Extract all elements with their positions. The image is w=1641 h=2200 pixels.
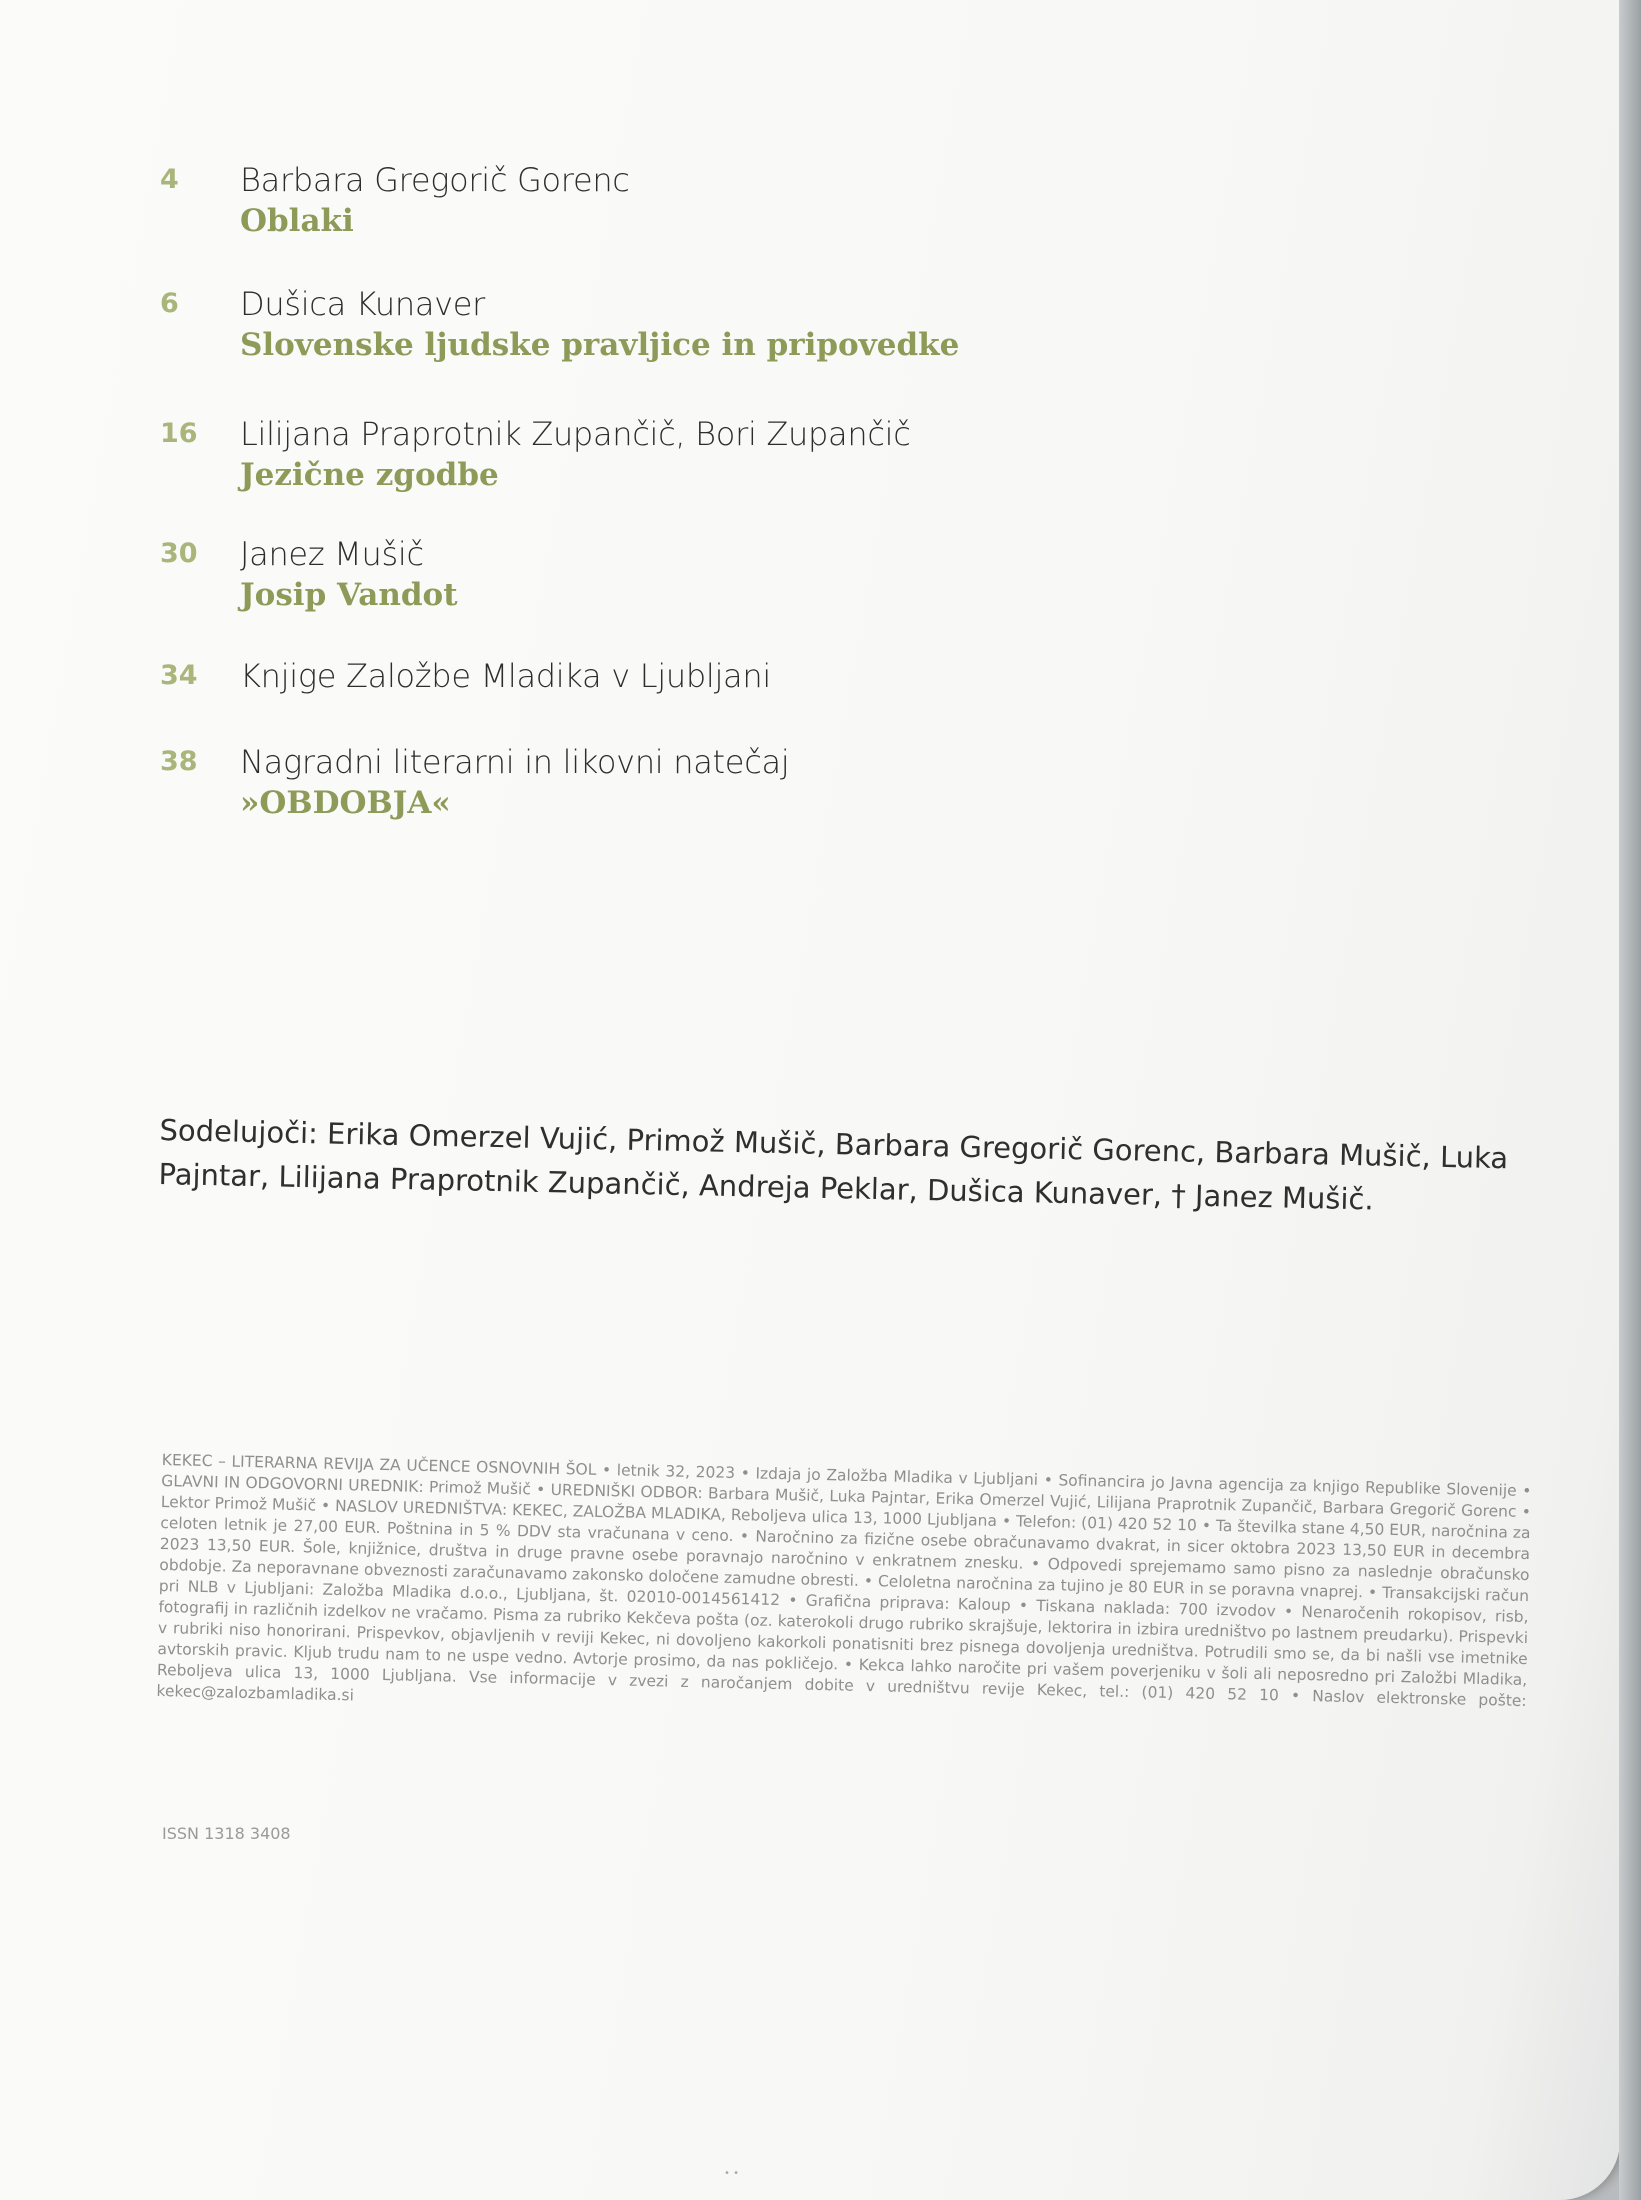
toc-author: Barbara Gregorič Gorenc [240,161,630,199]
toc-title: Josip Vandot [240,577,458,613]
toc-page-number: 6 [160,288,179,319]
toc-title: Jezične zgodbe [240,457,499,493]
toc-page-number: 30 [160,538,198,569]
issn-number: ISSN 1318 3408 [162,1824,291,1843]
toc-entry [160,656,1060,696]
toc-author: Knjige Založbe Mladika v Ljubljani [240,657,771,695]
toc-page-number: 38 [160,746,198,777]
toc-author: Lilijana Praprotnik Zupančič, Bori Zupančič [240,415,911,453]
page-edge [1619,0,1641,2200]
table-of-contents [160,160,1060,824]
toc-entry [160,160,1060,242]
toc-page-number: 16 [160,418,198,449]
toc-page-number: 4 [160,164,179,195]
page-marker: • • [724,2168,739,2179]
toc-entry [160,284,1060,366]
toc-entry [160,742,1060,824]
toc-entry [160,534,1060,616]
toc-title: Slovenske ljudske pravljice in pripovedke [240,327,960,363]
imprint-paragraph: KEKEC – LITERARNA REVIJA ZA UČENCE OSNOVNIH ŠOL • letnik 32, 2023 • Izdaja jo Založba Mladika v Ljubljani • Sofinancira jo Javna agencija za knjigo Republike Slovenije • GLAVNI IN ODGOVORNI UREDNIK: Primož Mušič • UREDNIŠKI ODBOR: Barbara Mušič, Luka Pajntar, Erika Omerzel Vujić, Lilijana Praprotnik Zupančič, Barbara Gregorič Gorenc • Lektor Primož Mušič • NASLOV UREDNIŠTVA: KEKEC, ZALOŽBA MLADIKA, Reboljeva ulica 13, 1000 Ljubljana • Telefon: (01) 420 52 10 • Ta številka stane 4,50 EUR, naročnina za celoten letnik je 27,00 EUR. Poštnina in 5 % DDV sta vračunana v ceno. • Naročnino za fizične osebe obračunavamo dvakrat, in sicer oktobra 2023 13,50 EUR in decembra 2023 13,50 EUR. Šole, knjižnice, društva in druge pravne osebe poravnajo naročnino v enkratnem znesku. • Odpovedi sprejemamo samo pisno za naslednje obračunsko obdobje. Za neporavnane obveznosti zaračunavamo zakonsko določene zamudne obresti. • Celoletna naročnina za tujino je 80 EUR in se poravna vnaprej. • Transakcijski račun pri NLB v Ljubljani: Založba Mladika d.o.o., Ljubljana, št. 02010-0014561412 • Grafična priprava: Kaloup • Tiskana naklada: 700 izvodov • Nenaročenih rokopisov, risb, fotografij in različnih izdelkov ne vračamo. Pisma za rubriko Kekčeva pošta (oz. katerokoli drugo rubriko skrajšuje, lektorira in izbira uredništvo po lastnem preudarku). Prispevki v rubriki niso honorirani. Prispevkov, objavljenih v reviji Kekec, ni dovoljeno kakorkoli ponatisniti brez pisnega dovoljenja uredništva. Potrudili smo se, da bi našli vse imetnike avtorskih pravic. Kljub trudu nam to ne uspe vedno. Avtorje prosimo, da nas pokličejo. • Kekca lahko naročite pri vašem poverjeniku v šoli ali neposredno pri Založbi Mladika, Reboljeva ulica 13, 1000 Ljubljana. Vse informacije v zvezi z naročanjem dobite v uredništvu revije Kekec, tel.: (01) 420 52 10 • Naslov elektronske pošte: kekec@zalozbamladika.si [156,1450,1532,1711]
toc-title: »OBDOBJA« [240,785,451,821]
toc-author: Janez Mušič [240,535,424,573]
toc-page-number: 34 [160,660,198,691]
toc-title: Oblaki [240,203,354,239]
toc-entry [160,414,1060,496]
contributors-paragraph: Sodelujoči: Erika Omerzel Vujić, Primož Mušič, Barbara Gregorič Gorenc, Barbara Mušič, Luka Pajntar, Lilijana Praprotnik Zupančič, Andreja Peklar, Dušica Kunaver, † Janez Mušič. [158,1112,1509,1217]
toc-author: Dušica Kunaver [240,285,486,323]
toc-author: Nagradni literarni in likovni natečaj [240,743,790,781]
